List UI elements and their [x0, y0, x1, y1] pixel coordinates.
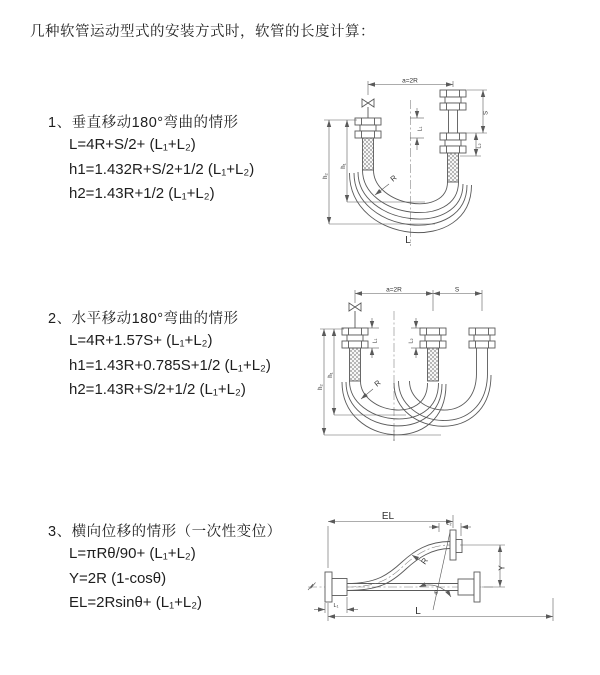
dim-l2-label: L₂ [446, 521, 452, 527]
dim-l1 [368, 318, 379, 358]
dim-h1-label: h₁ [328, 372, 334, 378]
dim-l2-label: L₂ [476, 143, 483, 149]
angle-theta [419, 532, 451, 610]
dim-l-label: L [415, 606, 421, 617]
formula-line: h1=1.43R+0.785S+1/2 (L₁+L₂) [69, 356, 271, 374]
dim-y-label: Y [497, 565, 507, 571]
formula-line: h2=1.43R+1/2 (L₁+L₂) [69, 185, 215, 202]
hose-fitting-left [355, 118, 381, 170]
diagram-vertical-bend [313, 76, 553, 248]
dim-l1-label: L₁ [417, 126, 424, 132]
diagram-horizontal-bend [313, 285, 583, 445]
dim-l1 [410, 108, 424, 150]
page-title: 几种软管运动型式的安装方式时，软管的长度计算： [30, 24, 375, 40]
dim-l1-label: L₁ [333, 603, 339, 609]
formula-line: L=πRθ/90+ (L₁+L₂) [69, 545, 196, 562]
hose-fitting-right [469, 328, 495, 373]
formula-line: L=4R+1.57S+ (L₁+L₂) [69, 332, 213, 349]
dim-h2-label: h₂ [318, 384, 324, 390]
section-1 [48, 113, 254, 207]
dim-el [328, 511, 453, 568]
dim-l2 [409, 318, 426, 358]
angle-theta-label: θ [434, 589, 438, 597]
dim-s-label: S [454, 286, 460, 294]
radius-label: R [419, 556, 430, 567]
diagram-lateral-displacement [298, 502, 598, 627]
dim-l [328, 598, 553, 621]
dim-h1-label: h₁ [341, 163, 347, 169]
section-2 [48, 309, 271, 403]
section-3 [48, 522, 282, 616]
dim-a2r-label: a=2R [386, 286, 402, 294]
centerline-break-mark [308, 583, 316, 591]
length-label: L [405, 235, 411, 246]
hose-fitting-right [440, 90, 466, 182]
formula-line: Y=2R (1-cosθ) [69, 569, 167, 587]
radius-callout [412, 555, 430, 566]
section-heading: 2、水平移动180°弯曲的情形 [48, 311, 239, 327]
formula-line: L=4R+S/2+ (L₁+L₂) [69, 136, 196, 153]
formula-line: h1=1.432R+S/2+1/2 (L₁+L₂) [69, 160, 255, 178]
radius-callout [361, 378, 383, 399]
section-heading: 1、垂直移动180°弯曲的情形 [48, 115, 239, 131]
valve-icon [362, 99, 374, 118]
dim-h2-label: h₂ [323, 173, 329, 179]
hose-fitting-left [342, 328, 368, 381]
dim-a2r-s [355, 287, 482, 312]
section-heading: 3、横向位移的情形（一次性变位） [48, 524, 282, 540]
dim-l1 [314, 597, 358, 613]
formula-line: EL=2Rsinθ+ (L₁+L₂) [69, 594, 203, 611]
dim-a2r-label: a=2R [402, 77, 418, 85]
valve-icon [349, 303, 361, 328]
radius-label: R [388, 173, 399, 184]
dim-s-label: S [483, 110, 490, 116]
formula-line: h2=1.43R+S/2+1/2 (L₁+L₂) [69, 381, 246, 398]
displaced-hose [347, 530, 462, 591]
hose-fitting-middle [420, 328, 446, 381]
dim-l2-label: L₂ [408, 338, 415, 344]
dim-l1-label: L₁ [372, 338, 379, 344]
radius-callout [375, 173, 399, 195]
dim-el-label: EL [381, 511, 395, 522]
radius-label: R [372, 378, 383, 389]
